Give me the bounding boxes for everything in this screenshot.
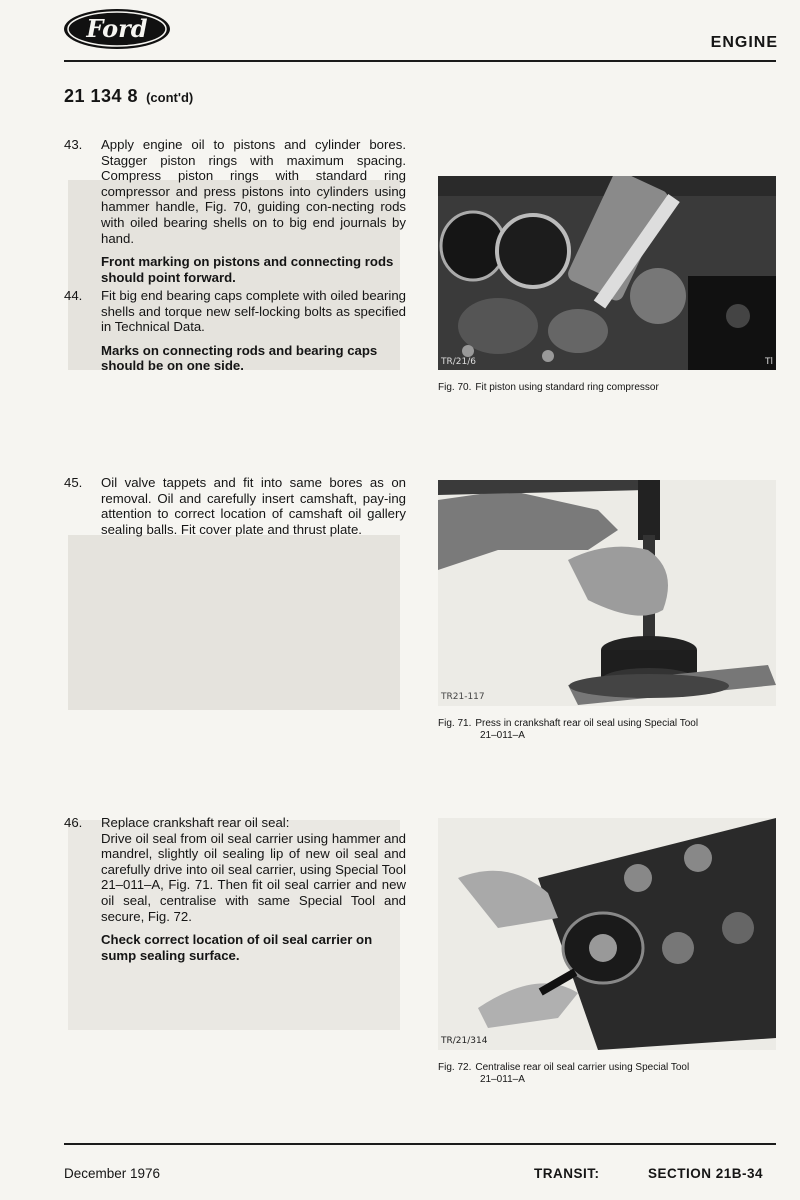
figure-tool-number: 21–011–A [480, 1074, 525, 1085]
step-number: 44. [64, 288, 83, 303]
footer-rule [64, 1143, 776, 1145]
figure-70-photo [438, 176, 776, 370]
figure-70 [438, 176, 778, 394]
figure-caption [438, 382, 778, 394]
figure-tool-number: 21–011–A [480, 730, 525, 741]
footer-section: SECTION 21B-34 [648, 1166, 764, 1181]
figure-number: Fig. 70. [438, 382, 472, 393]
figure-number: Fig. 72. [438, 1062, 472, 1073]
figure-72-photo [438, 818, 776, 1050]
figure-71 [438, 480, 778, 742]
step-note: Marks on connecting rods and bearing caps should be on one side. [101, 342, 378, 374]
step-46 [64, 815, 406, 963]
step-number: 46. [64, 815, 83, 830]
step-note: Check correct location of oil seal carrier on sump sealing surface. [101, 932, 373, 963]
reference-heading [64, 86, 193, 107]
reference-contd: (cont'd) [146, 90, 194, 105]
step-number: 43. [64, 137, 83, 152]
reference-number: 21 134 8 [64, 86, 139, 106]
figure-caption-text: Fit piston using standard ring compressor [475, 382, 659, 393]
ford-logo [62, 7, 172, 51]
step-44 [64, 288, 406, 374]
figure-caption-text: Press in crankshaft rear oil seal using Special Tool [475, 718, 699, 729]
figure-72 [438, 818, 778, 1086]
photo-ref: TR/21/6 [441, 357, 476, 367]
step-number: 45. [64, 475, 83, 490]
step-text: Apply engine oil to pistons and cylinder bores. Stagger piston rings with maximum spacing. Compress piston rings with standard ring compressor and press pistons into cylinders using hammer handle, Fig. 70, guiding con-necting rods with oiled bearing shells on to big end journals by hand. [101, 137, 406, 246]
figure-number: Fig. 71. [438, 718, 472, 729]
figure-caption-text: Centralise rear oil seal carrier using Special Tool [475, 1062, 690, 1073]
footer-date: December 1976 [64, 1166, 161, 1181]
figure-caption [438, 1062, 778, 1086]
section-title: ENGINE [710, 34, 778, 51]
step-43 [64, 137, 406, 285]
step-note: Front marking on pistons and connecting rods should point forward. [101, 254, 394, 285]
photo-ref-right: Tl [765, 357, 773, 367]
step-text: Replace crankshaft rear oil seal: Drive oil seal from oil seal carrier using hammer and mandrel, slightly oil sealing lip of new oil seal and carefully drive into oil seal carrier, using Special Tool 21–011–A, Fig. 71. Then fit oil seal carrier and new oil seal, centralise with same Special Tool and secure, Fig. 72. [101, 815, 406, 924]
step-45 [64, 475, 406, 537]
footer-model: TRANSIT: [534, 1166, 600, 1181]
step-text: Oil valve tappets and fit into same bores as on removal. Oil and carefully insert camshaft, pay-ing attention to correct location of camshaft oil gallery sealing balls. Fit cover plate and thrust plate. [101, 475, 406, 537]
header-rule [64, 60, 776, 62]
step-text: Fit big end bearing caps complete with oiled bearing shells and torque new self-locking bolts as specified in Technical Data. [101, 288, 406, 335]
bleed-through-photo-2 [68, 535, 400, 710]
photo-ref: TR21-117 [441, 692, 485, 702]
figure-71-photo [438, 480, 776, 706]
ford-logo-text: Ford [86, 14, 148, 43]
figure-caption [438, 718, 778, 742]
photo-ref: TR/21/314 [441, 1036, 488, 1046]
